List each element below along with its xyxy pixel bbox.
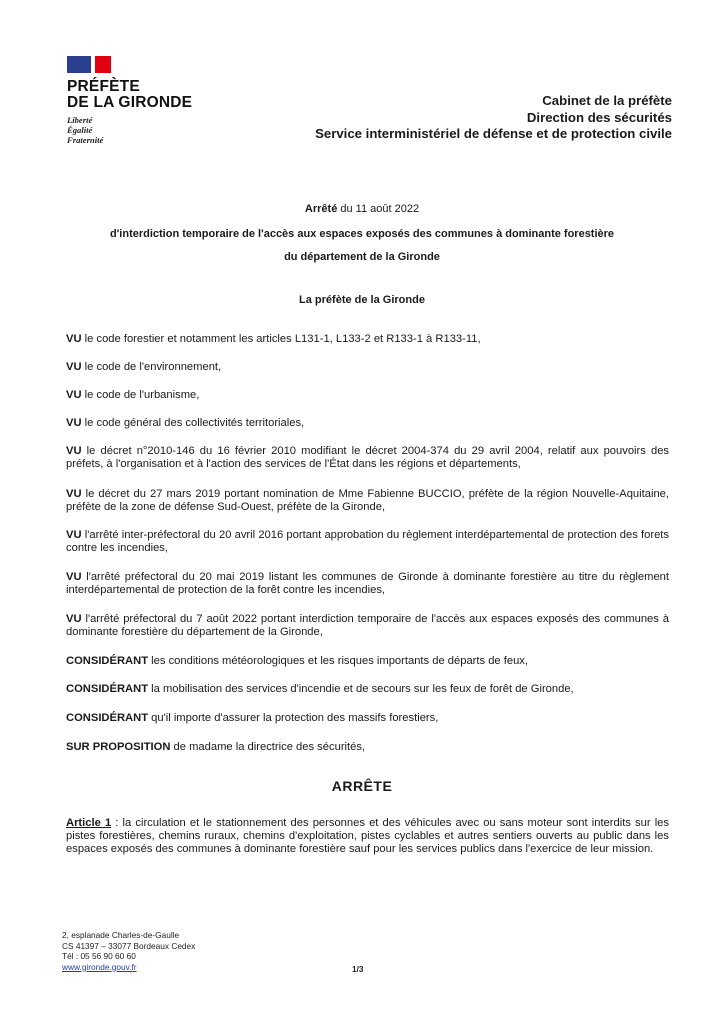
visa-item: VU le code général des collectivités territoriales, xyxy=(66,417,305,429)
header-line-3: Service interministériel de défense et de protection civile xyxy=(315,126,672,141)
visa-item: VU le décret du 27 mars 2019 portant nomination de Mme Fabienne BUCCIO, préfète de la région Nouvelle-Aquitaine, préfète de la zone de défense Sud-Ouest, préfète de la Gironde, xyxy=(66,488,669,514)
article-1-text: : la circulation et le stationnement des personnes et des véhicules avec ou sans moteur sont interdits sur les pistes forestières, chemins ruraux, chemins d'exploitation, pistes cyclables et autres sentiers ouverts au public dans les espaces exposés des communes à dominante forestière sauf pour les services publics dans l'exercice de leur mission. xyxy=(66,817,669,856)
decree-word: Arrêté xyxy=(304,203,338,215)
footer-address-line-1: 2, esplanade Charles-de-Gaulle xyxy=(62,930,180,940)
visa-item: VU le code de l'environnement, xyxy=(66,361,222,373)
decree-authority: La préfète de la Gironde xyxy=(299,294,425,306)
visa-item: VU l'arrêté préfectoral du 20 mai 2019 listant les communes de Gironde à dominante forestière au titre du règlement interdépartemental de protection de la forêt contre les incendies, xyxy=(66,571,669,597)
decree-subject-line-1: d'interdiction temporaire de l'accès aux espaces exposés des communes à dominante forestière xyxy=(109,228,615,240)
article-1-label: Article 1 xyxy=(66,817,112,829)
decree-title xyxy=(0,203,724,215)
footer-website-link[interactable]: www.gironde.gouv.fr xyxy=(62,961,137,972)
decree-date: du 11 août 2022 xyxy=(340,203,420,215)
visa-item: VU le code de l'urbanisme, xyxy=(66,389,200,401)
header-line-1: Cabinet de la préfète xyxy=(542,93,672,108)
motto-fraternite: Fraternité xyxy=(67,135,104,145)
motto-egalite: Égalité xyxy=(67,125,93,135)
logo-line-2: DE LA GIRONDE xyxy=(67,94,193,111)
consideration-item: CONSIDÉRANT qu'il importe d'assurer la protection des massifs forestiers, xyxy=(66,712,439,724)
header-line-2: Direction des sécurités xyxy=(526,109,672,125)
marianne-flag-icon xyxy=(67,56,111,73)
republic-motto xyxy=(67,115,207,145)
footer-phone: Tél : 05 56 90 60 60 xyxy=(62,951,136,962)
prefecture-logo xyxy=(67,56,207,145)
arrete-heading: ARRÊTE xyxy=(331,778,393,794)
logo-line-1: PRÉFÈTE xyxy=(67,78,140,95)
consideration-item: CONSIDÉRANT les conditions météorologiques et les risques importants de départs de feux, xyxy=(66,655,529,667)
visa-item: VU l'arrêté préfectoral du 7 août 2022 portant interdiction temporaire de l'accès aux espaces exposés des communes à dominante forestière du département de la Gironde, xyxy=(66,613,669,639)
visa-item: VU l'arrêté inter-préfectoral du 20 avril 2016 portant approbation du règlement interdépartemental de protection des forets contre les incendies, xyxy=(66,529,669,555)
proposal-item: SUR PROPOSITION de madame la directrice des sécurités, xyxy=(66,741,366,753)
footer-address-line-2: CS 41397 – 33077 Bordeaux Cedex xyxy=(62,940,196,951)
page-number: 1/3 xyxy=(352,964,364,974)
visa-item: VU le décret n°2010-146 du 16 février 2010 modifiant le décret 2004-374 du 29 avril 2004, relatif aux pouvoirs des préfets, à l'organisation et à l'action des services de l'État dans les régions et départements, xyxy=(66,445,670,471)
decree-subject-line-2: du département de la Gironde xyxy=(284,251,440,263)
footer-address xyxy=(62,930,195,972)
issuing-service-header xyxy=(315,93,672,143)
visa-item: VU le code forestier et notamment les articles L131-1, L133-2 et R133-1 à R133-11, xyxy=(66,333,481,345)
consideration-item: CONSIDÉRANT la mobilisation des services d'incendie et de secours sur les feux de forêt de Gironde, xyxy=(66,683,574,695)
motto-liberte: Liberté xyxy=(67,115,93,125)
article-1 xyxy=(66,817,669,857)
